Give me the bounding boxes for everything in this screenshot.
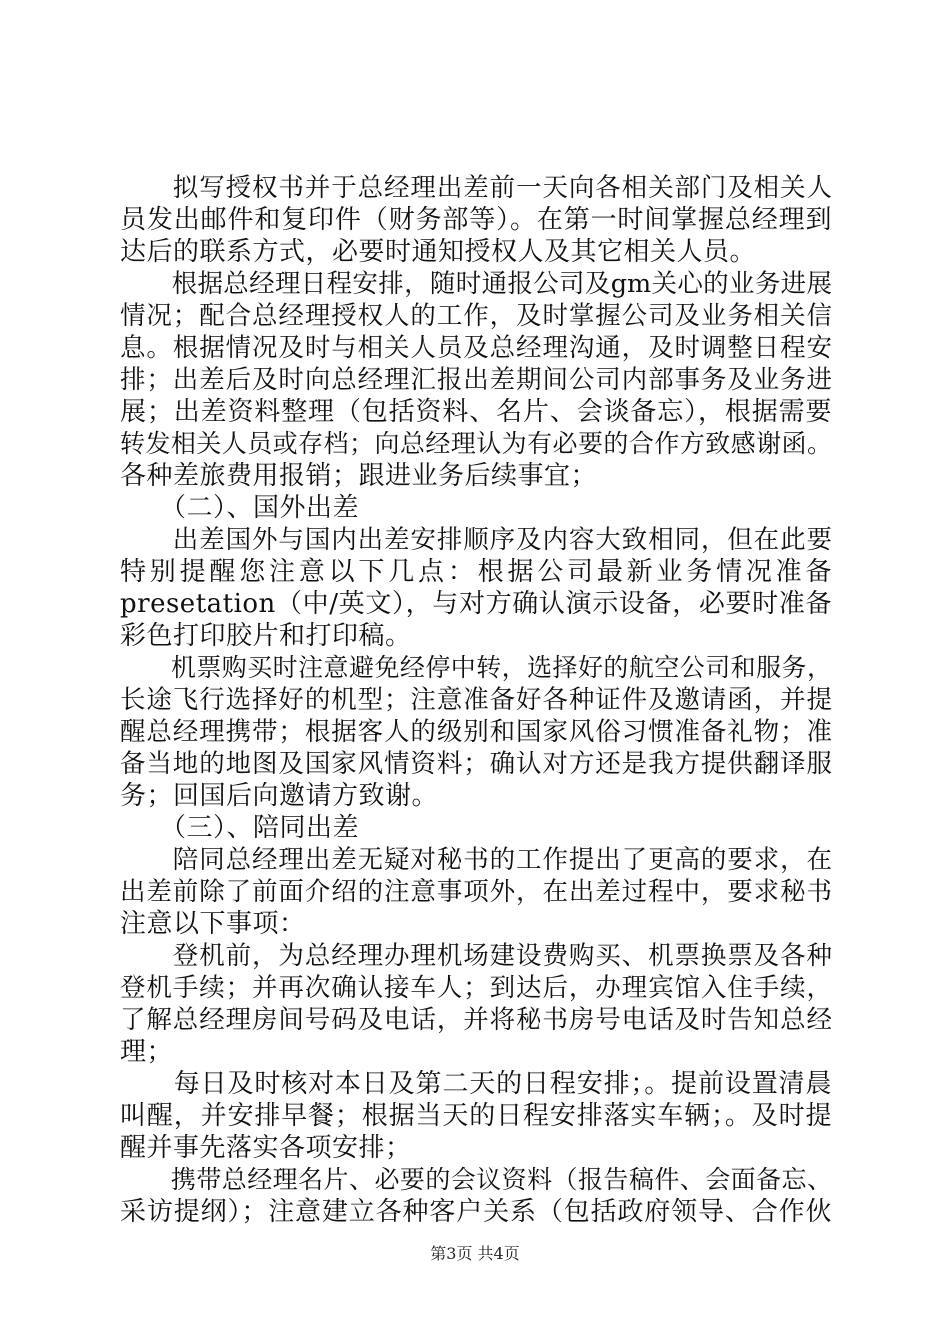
- text-line: 展；出差资料整理（包括资料、名片、会谈备忘），根据需要: [120, 397, 832, 427]
- text-line: （三）、陪同出差: [120, 813, 360, 843]
- text-line: 醒总经理携带；根据客人的级别和国家风俗习惯准备礼物；准: [120, 717, 832, 747]
- text-line: 各种差旅费用报销；跟进业务后续事宜；: [120, 461, 598, 491]
- text-line: 根据总经理日程安排，随时通报公司及gm关心的业务进展: [120, 269, 832, 299]
- text-line: 采访提纲）；注意建立各种客户关系（包括政府领导、合作伙: [120, 1197, 832, 1227]
- text-line: 登机前，为总经理办理机场建设费购买、机票换票及各种: [120, 941, 832, 971]
- text-line: 出差国外与国内出差安排顺序及内容大致相同，但在此要: [120, 525, 832, 555]
- text-line: 陪同总经理出差无疑对秘书的工作提出了更高的要求，在: [120, 845, 832, 875]
- text-line: 转发相关人员或存档；向总经理认为有必要的合作方致感谢函。: [120, 429, 832, 458]
- text-line: 特别提醒您注意以下几点：根据公司最新业务情况准备: [120, 557, 832, 587]
- text-line: 备当地的地图及国家风情资料；确认对方还是我方提供翻译服: [120, 749, 832, 779]
- text-line: 情况；配合总经理授权人的工作，及时掌握公司及业务相关信: [120, 301, 832, 331]
- text-line: 醒并事先落实各项安排；: [120, 1133, 412, 1163]
- page-number-footer: 第3页 共4页: [430, 1244, 520, 1263]
- text-line: 拟写授权书并于总经理出差前一天向各相关部门及相关人: [120, 173, 832, 203]
- text-line: 息。根据情况及时与相关人员及总经理沟通，及时调整日程安: [120, 333, 832, 363]
- text-line: 员发出邮件和复印件（财务部等）。在第一时间掌握总经理到: [120, 205, 832, 235]
- text-line: 达后的联系方式，必要时通知授权人及其它相关人员。: [120, 237, 757, 267]
- text-line: 机票购买时注意避免经停中转，选择好的航空公司和服务，: [120, 653, 832, 682]
- text-line: 叫醒，并安排早餐；根据当天的日程安排落实车辆；。及时提: [120, 1101, 832, 1131]
- text-line: 出差前除了前面介绍的注意事项外，在出差过程中，要求秘书: [120, 877, 832, 907]
- text-line: （二）、国外出差: [120, 493, 360, 523]
- text-line: 务；回国后向邀请方致谢。: [120, 781, 439, 811]
- text-line: 了解总经理房间号码及电话，并将秘书房号电话及时告知总经: [120, 1005, 832, 1035]
- document-body: [120, 172, 832, 1228]
- text-line: 每日及时核对本日及第二天的日程安排；。提前设置清晨: [120, 1069, 832, 1099]
- text-line: 注意以下事项：: [120, 909, 306, 939]
- text-line: 登机手续；并再次确认接车人；到达后，办理宾馆入住手续，: [120, 973, 832, 1003]
- text-line: presetation（中/英文），与对方确认演示设备，必要时准备: [120, 589, 832, 619]
- text-line: 理；: [120, 1037, 174, 1067]
- text-line: 携带总经理名片、必要的会议资料（报告稿件、会面备忘、: [120, 1165, 832, 1194]
- text-line: 排；出差后及时向总经理汇报出差期间公司内部事务及业务进: [120, 365, 832, 395]
- text-line: 彩色打印胶片和打印稿。: [120, 621, 412, 651]
- text-line: 长途飞行选择好的机型；注意准备好各种证件及邀请函，并提: [120, 685, 832, 715]
